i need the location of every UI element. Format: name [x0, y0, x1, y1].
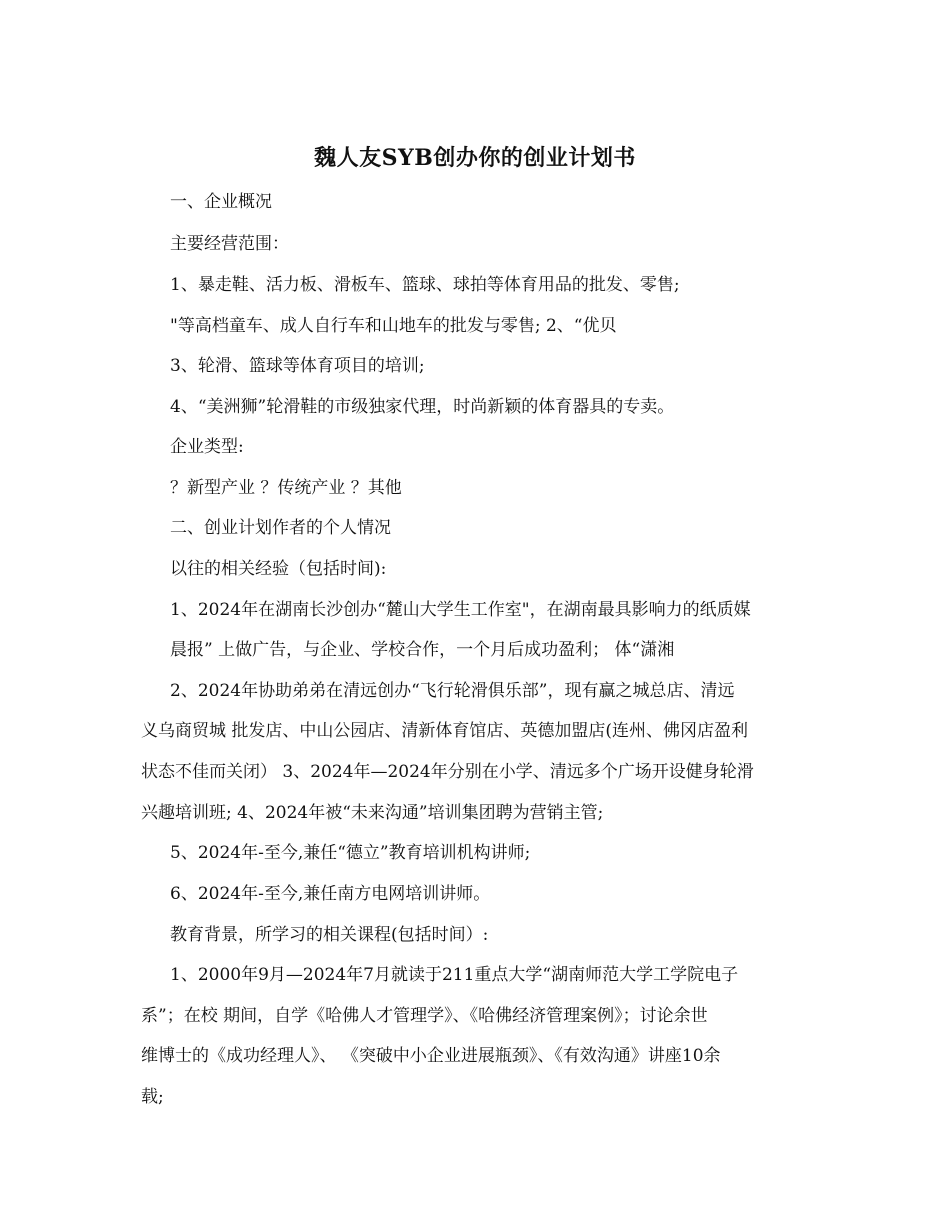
paragraph-line: 载;: [141, 1087, 164, 1107]
paragraph-line: 4、“美洲狮”轮滑鞋的市级独家代理，时尚新颖的体育器具的专卖。: [170, 397, 675, 417]
paragraph-line: 3、轮滑、篮球等体育项目的培训;: [170, 356, 425, 376]
paragraph-line: "等高档童车、成人自行车和山地车的批发与零售; 2、“优贝: [170, 316, 617, 336]
paragraph-line: 1、2000年9月—2024年7月就读于211重点大学“湖南师范大学工学院电子: [170, 965, 739, 985]
paragraph-line: 企业类型:: [170, 437, 244, 457]
paragraph-line: 1、2024年在湖南长沙创办“麓山大学生工作室"，在湖南最具影响力的纸质媒: [170, 600, 751, 620]
paragraph-line: 义乌商贸城 批发店、中山公园店、清新体育馆店、英德加盟店(连州、佛冈店盈利: [141, 721, 749, 741]
paragraph-line: 以往的相关经验（包括时间):: [170, 559, 387, 579]
paragraph-line: 1、暴走鞋、活力板、滑板车、篮球、球拍等体育用品的批发、零售;: [170, 275, 680, 295]
paragraph-line: 系”；在校 期间，自学《哈佛人才管理学》、《哈佛经济管理案例》；讨论余世: [141, 1006, 708, 1026]
paragraph-line: ？新型产业 ？传统产业 ？其他: [170, 478, 402, 498]
section-heading-company-overview: 一、企业概况: [170, 192, 272, 212]
paragraph-line: 晨报” 上做广告，与企业、学校合作，一个月后成功盈利； 体“潇湘: [170, 640, 675, 660]
paragraph-line: 兴趣培训班; 4、2024年被“未来沟通”培训集团聘为营销主管;: [141, 803, 604, 823]
paragraph-line: 主要经营范围：: [170, 234, 289, 254]
document-title: 魏人友SYB创办你的创业计划书: [314, 145, 636, 171]
paragraph-line: 2、2024年协助弟弟在清远创办“飞行轮滑俱乐部”，现有赢之城总店、清远: [170, 681, 735, 701]
paragraph-line: 维博士的《成功经理人》、 《突破中小企业进展瓶颈》、《有效沟通》讲座10余: [141, 1046, 721, 1066]
paragraph-line: 教育背景，所学习的相关课程(包括时间）:: [170, 925, 489, 945]
paragraph-line: 5、2024年-至今,兼任“德立”教育培训机构讲师;: [170, 843, 531, 863]
paragraph-line: 状态不佳而关闭） 3、2024年—2024年分别在小学、清远多个广场开设健身轮滑: [141, 762, 754, 782]
paragraph-line: 6、2024年-至今,兼任南方电网培训讲师。: [170, 884, 491, 904]
section-heading-author-info: 二、创业计划作者的个人情况: [170, 518, 391, 538]
